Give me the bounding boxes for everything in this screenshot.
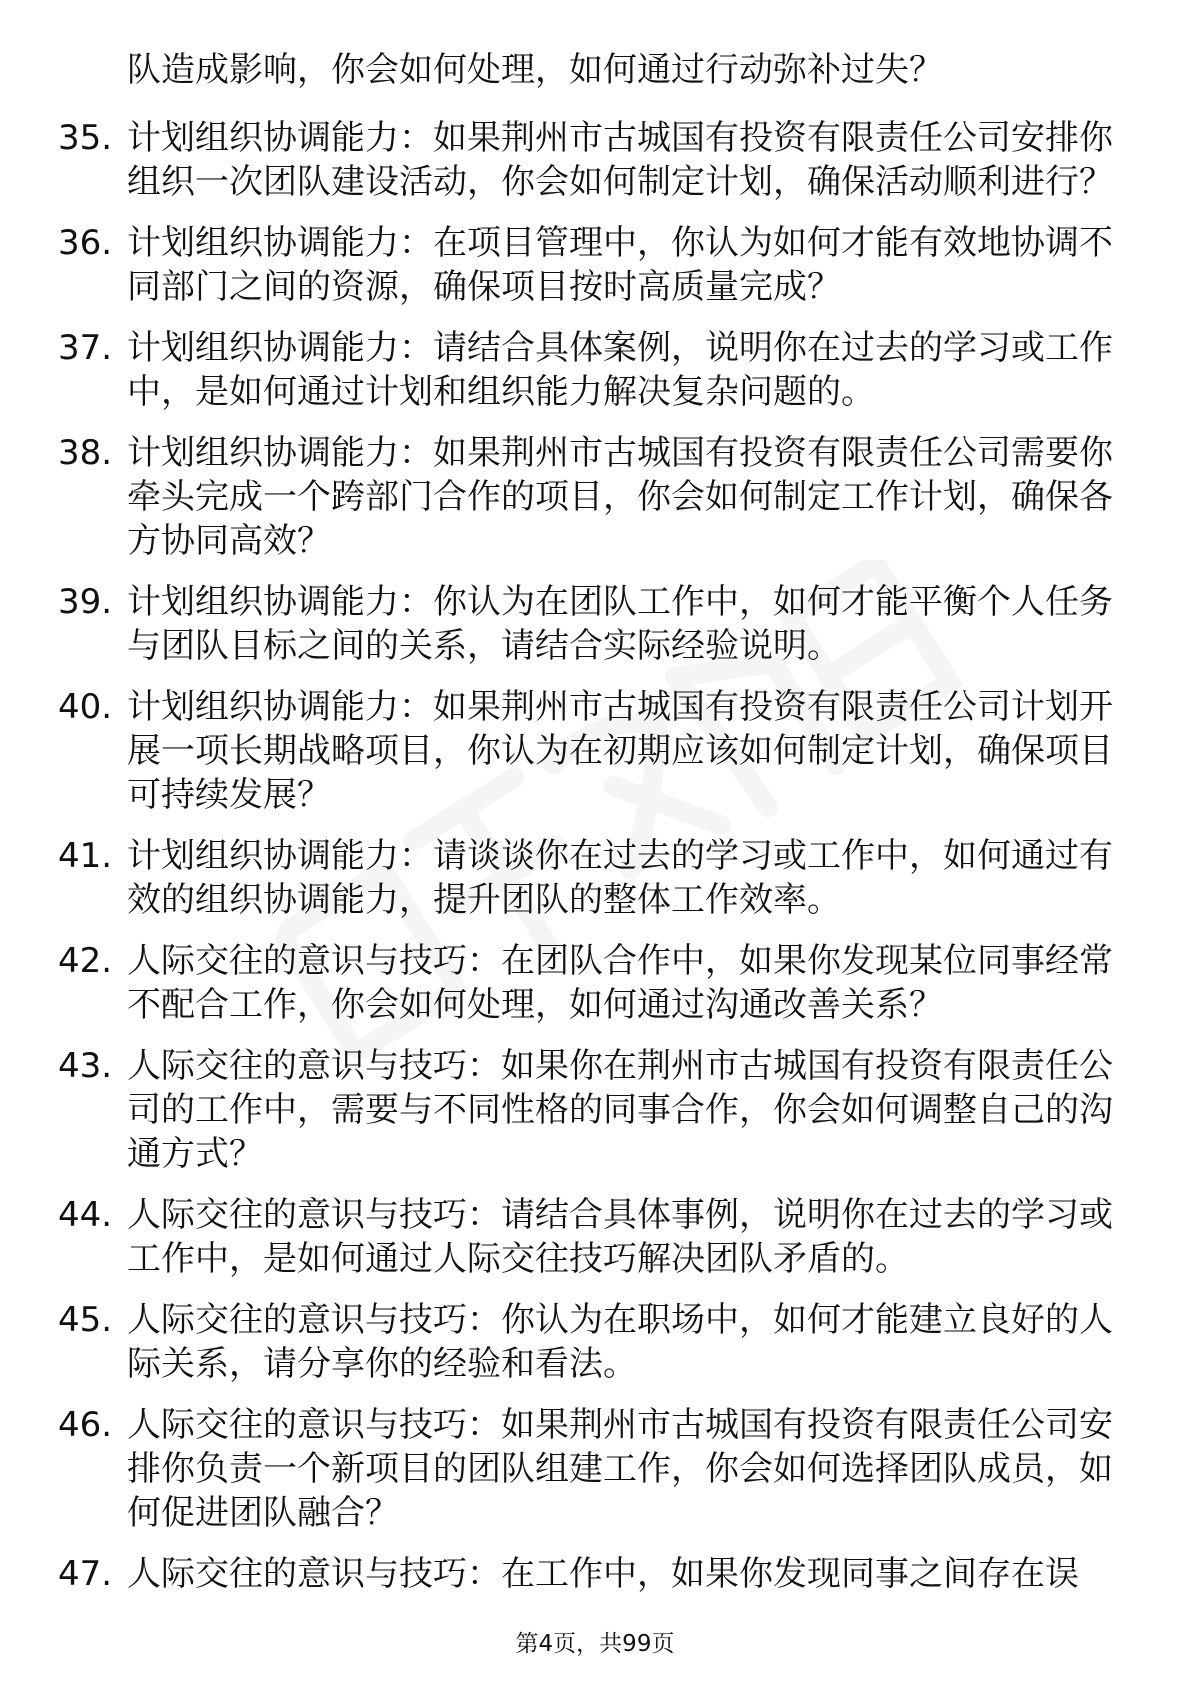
question-number: 42.	[58, 941, 113, 981]
question-number: 36.	[58, 223, 113, 263]
question-item-38	[0, 431, 1190, 563]
question-item-42	[0, 939, 1190, 1027]
question-number: 40.	[58, 687, 113, 727]
question-text: 计划组织协调能力：请结合具体案例，说明你在过去的学习或工作中，是如何通过计划和组织能力解决复杂问题的。	[127, 328, 1113, 412]
question-number: 41.	[58, 836, 113, 876]
question-item-45	[0, 1298, 1190, 1386]
question-item-46	[0, 1403, 1190, 1535]
question-text: 计划组织协调能力：如果荆州市古城国有投资有限责任公司计划开展一项长期战略项目，你认为在初期应该如何制定计划，确保项目可持续发展？	[127, 687, 1113, 815]
question-text: 计划组织协调能力：你认为在团队工作中，如何才能平衡个人任务与团队目标之间的关系，请结合实际经验说明。	[127, 582, 1113, 666]
question-number: 38.	[58, 433, 113, 473]
question-text: 人际交往的意识与技巧：如果你在荆州市古城国有投资有限责任公司的工作中，需要与不同性格的同事合作，你会如何调整自己的沟通方式？	[127, 1046, 1113, 1174]
question-text: 人际交往的意识与技巧：请结合具体事例，说明你在过去的学习或工作中，是如何通过人际交往技巧解决团队矛盾的。	[127, 1195, 1113, 1279]
continuation-text: 队造成影响，你会如何处理，如何通过行动弥补过失？	[127, 50, 943, 90]
question-list	[0, 116, 1190, 1613]
question-item-39	[0, 580, 1190, 668]
question-item-41	[0, 834, 1190, 922]
question-item-43	[0, 1044, 1190, 1176]
question-text: 计划组织协调能力：如果荆州市古城国有投资有限责任公司需要你牵头完成一个跨部门合作的项目，你会如何制定工作计划，确保各方协同高效？	[127, 433, 1113, 561]
question-item-47	[0, 1552, 1190, 1596]
question-number: 44.	[58, 1195, 113, 1235]
question-number: 46.	[58, 1405, 113, 1445]
question-item-40	[0, 685, 1190, 817]
question-text: 计划组织协调能力：如果荆州市古城国有投资有限责任公司安排你组织一次团队建设活动，你会如何制定计划，确保活动顺利进行？	[127, 118, 1113, 202]
question-number: 43.	[58, 1046, 113, 1086]
question-number: 47.	[58, 1554, 113, 1594]
page-number-footer: 第4页，共99页	[515, 1631, 675, 1657]
question-item-35	[0, 116, 1190, 204]
question-text: 计划组织协调能力：请谈谈你在过去的学习或工作中，如何通过有效的组织协调能力，提升团队的整体工作效率。	[127, 836, 1113, 920]
question-number: 39.	[58, 582, 113, 622]
question-text: 人际交往的意识与技巧：你认为在职场中，如何才能建立良好的人际关系，请分享你的经验和看法。	[127, 1300, 1113, 1384]
question-number: 45.	[58, 1300, 113, 1340]
question-item-37	[0, 326, 1190, 414]
question-text: 人际交往的意识与技巧：如果荆州市古城国有投资有限责任公司安排你负责一个新项目的团队组建工作，你会如何选择团队成员，如何促进团队融合？	[127, 1405, 1113, 1533]
question-text: 人际交往的意识与技巧：在团队合作中，如果你发现某位同事经常不配合工作，你会如何处理，如何通过沟通改善关系？	[127, 941, 1113, 1025]
question-text: 计划组织协调能力：在项目管理中，你认为如何才能有效地协调不同部门之间的资源，确保项目按时高质量完成？	[127, 223, 1113, 307]
question-item-36	[0, 221, 1190, 309]
question-item-44	[0, 1193, 1190, 1281]
question-number: 37.	[58, 328, 113, 368]
question-number: 35.	[58, 118, 113, 158]
question-text: 人际交往的意识与技巧：在工作中，如果你发现同事之间存在误	[127, 1554, 1079, 1594]
